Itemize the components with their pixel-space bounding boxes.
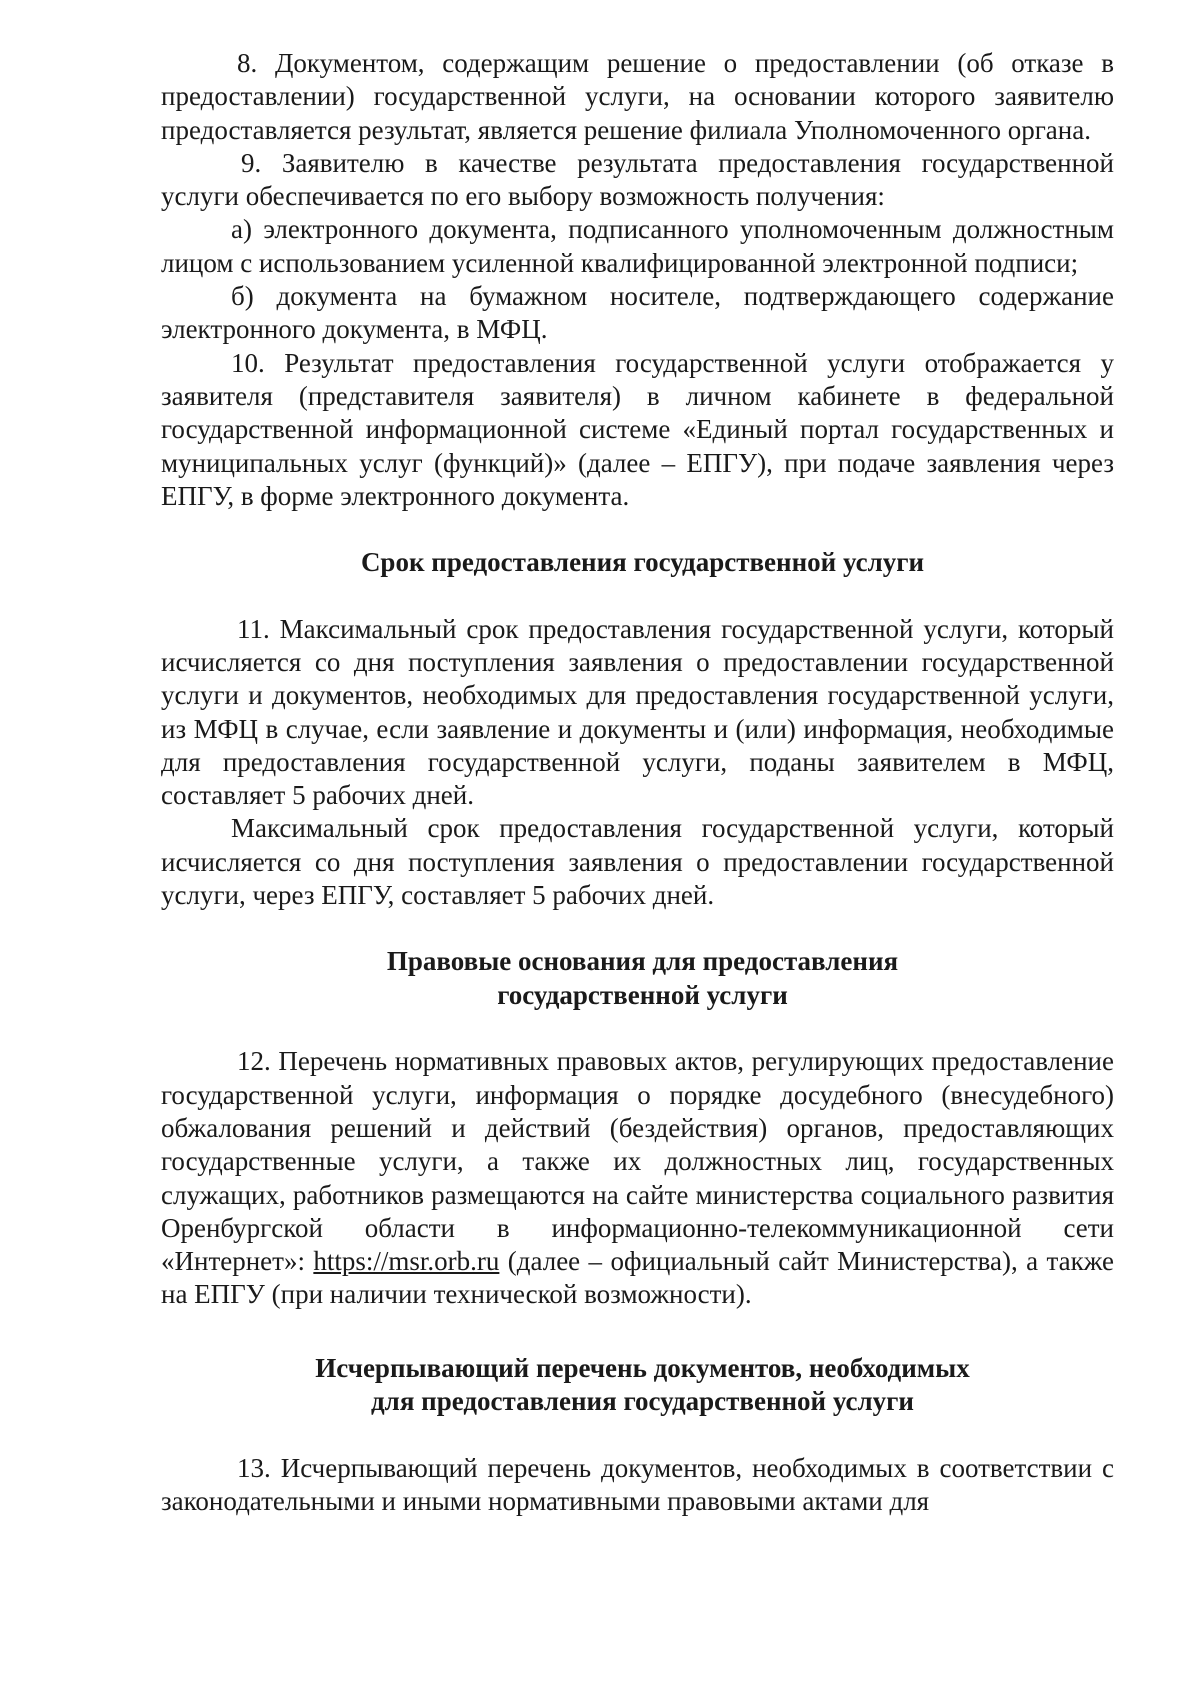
- paragraph-12-text-end: (далее – официальный сайт Министерства), а также на ЕПГУ (при наличии технической возможности).: [161, 1246, 1114, 1310]
- paragraph-13: 13. Исчерпывающий перечень документов, необходимых в соответствии с законодательными и иными нормативными правовыми актами для: [161, 1452, 1114, 1516]
- heading-docs-line1: Исчерпывающий перечень документов, необходимых: [315, 1352, 970, 1383]
- paragraph-11: 11. Максимальный срок предоставления государственной услуги, который исчисляется со дня поступления заявления о предоставлении государственной услуги и документов, необходимых для предоставления государственной услуги, из МФЦ в случае, если заявление и документы и (или) информация, необходимые для предоставления государственной услуги, поданы заявителем в МФЦ, составляет 5 рабочих дней.: [161, 613, 1114, 811]
- spacer: [161, 1012, 1114, 1045]
- spacer: [161, 1419, 1114, 1452]
- paragraph-8: 8. Документом, содержащим решение о предоставлении (об отказе в предоставлении) государственной услуги, на основании которого заявителю предоставляется результат, является решение филиала Уполномоченного органа.: [161, 48, 1114, 145]
- document-body: [161, 47, 1114, 1518]
- heading-docs-line2: для предоставления государственной услуги: [371, 1386, 914, 1417]
- paragraph-11b: Максимальный срок предоставления государственной услуги, который исчисляется со дня поступления заявления о предоставлении государственной услуги, через ЕПГУ, составляет 5 рабочих дней.: [161, 813, 1114, 911]
- heading-legal-line2: государственной услуги: [497, 979, 788, 1010]
- heading-term: Срок предоставления государственной услуги: [360, 547, 925, 578]
- heading-legal-line1: Правовые основания для предоставления: [386, 946, 899, 977]
- spacer: [161, 1312, 1114, 1352]
- paragraph-9b: б) документа на бумажном носителе, подтверждающего содержание электронного документа, в МФЦ.: [161, 281, 1114, 345]
- spacer: [161, 580, 1114, 613]
- spacer: [161, 513, 1114, 546]
- paragraph-10: 10. Результат предоставления государственной услуги отображается у заявителя (представителя заявителя) в личном кабинете в федеральной государственной информационной системе «Единый портал государственных и муниципальных услуг (функций)» (далее – ЕПГУ), при подаче заявления через ЕПГУ, в форме электронного документа.: [161, 347, 1114, 511]
- paragraph-9: 9. Заявителю в качестве результата предоставления государственной услуги обеспечивается по его выбору возможность получения:: [161, 147, 1114, 212]
- paragraph-12: [161, 1045, 1114, 1311]
- paragraph-9a: а) электронного документа, подписанного уполномоченным должностным лицом с использованием усиленной квалифицированной электронной подписи;: [161, 214, 1114, 278]
- heading-legal: [161, 945, 1114, 1012]
- spacer: [161, 912, 1114, 945]
- heading-docs: [161, 1352, 1114, 1419]
- ministry-website-link[interactable]: https://msr.orb.ru: [313, 1246, 500, 1277]
- paragraph-12-text: 12. Перечень нормативных правовых актов, регулирующих предоставление государственной услуги, информация о порядке досудебного (внесудебного) обжалования решений и действий (бездействия) органов, предоставляющих государственные услуги, а также их должностных лиц, государственных служащих, работников размещаются на сайте министерства социального развития Оренбургской области в информационно-телекоммуникационной сети «Интернет»:: [161, 1046, 1114, 1277]
